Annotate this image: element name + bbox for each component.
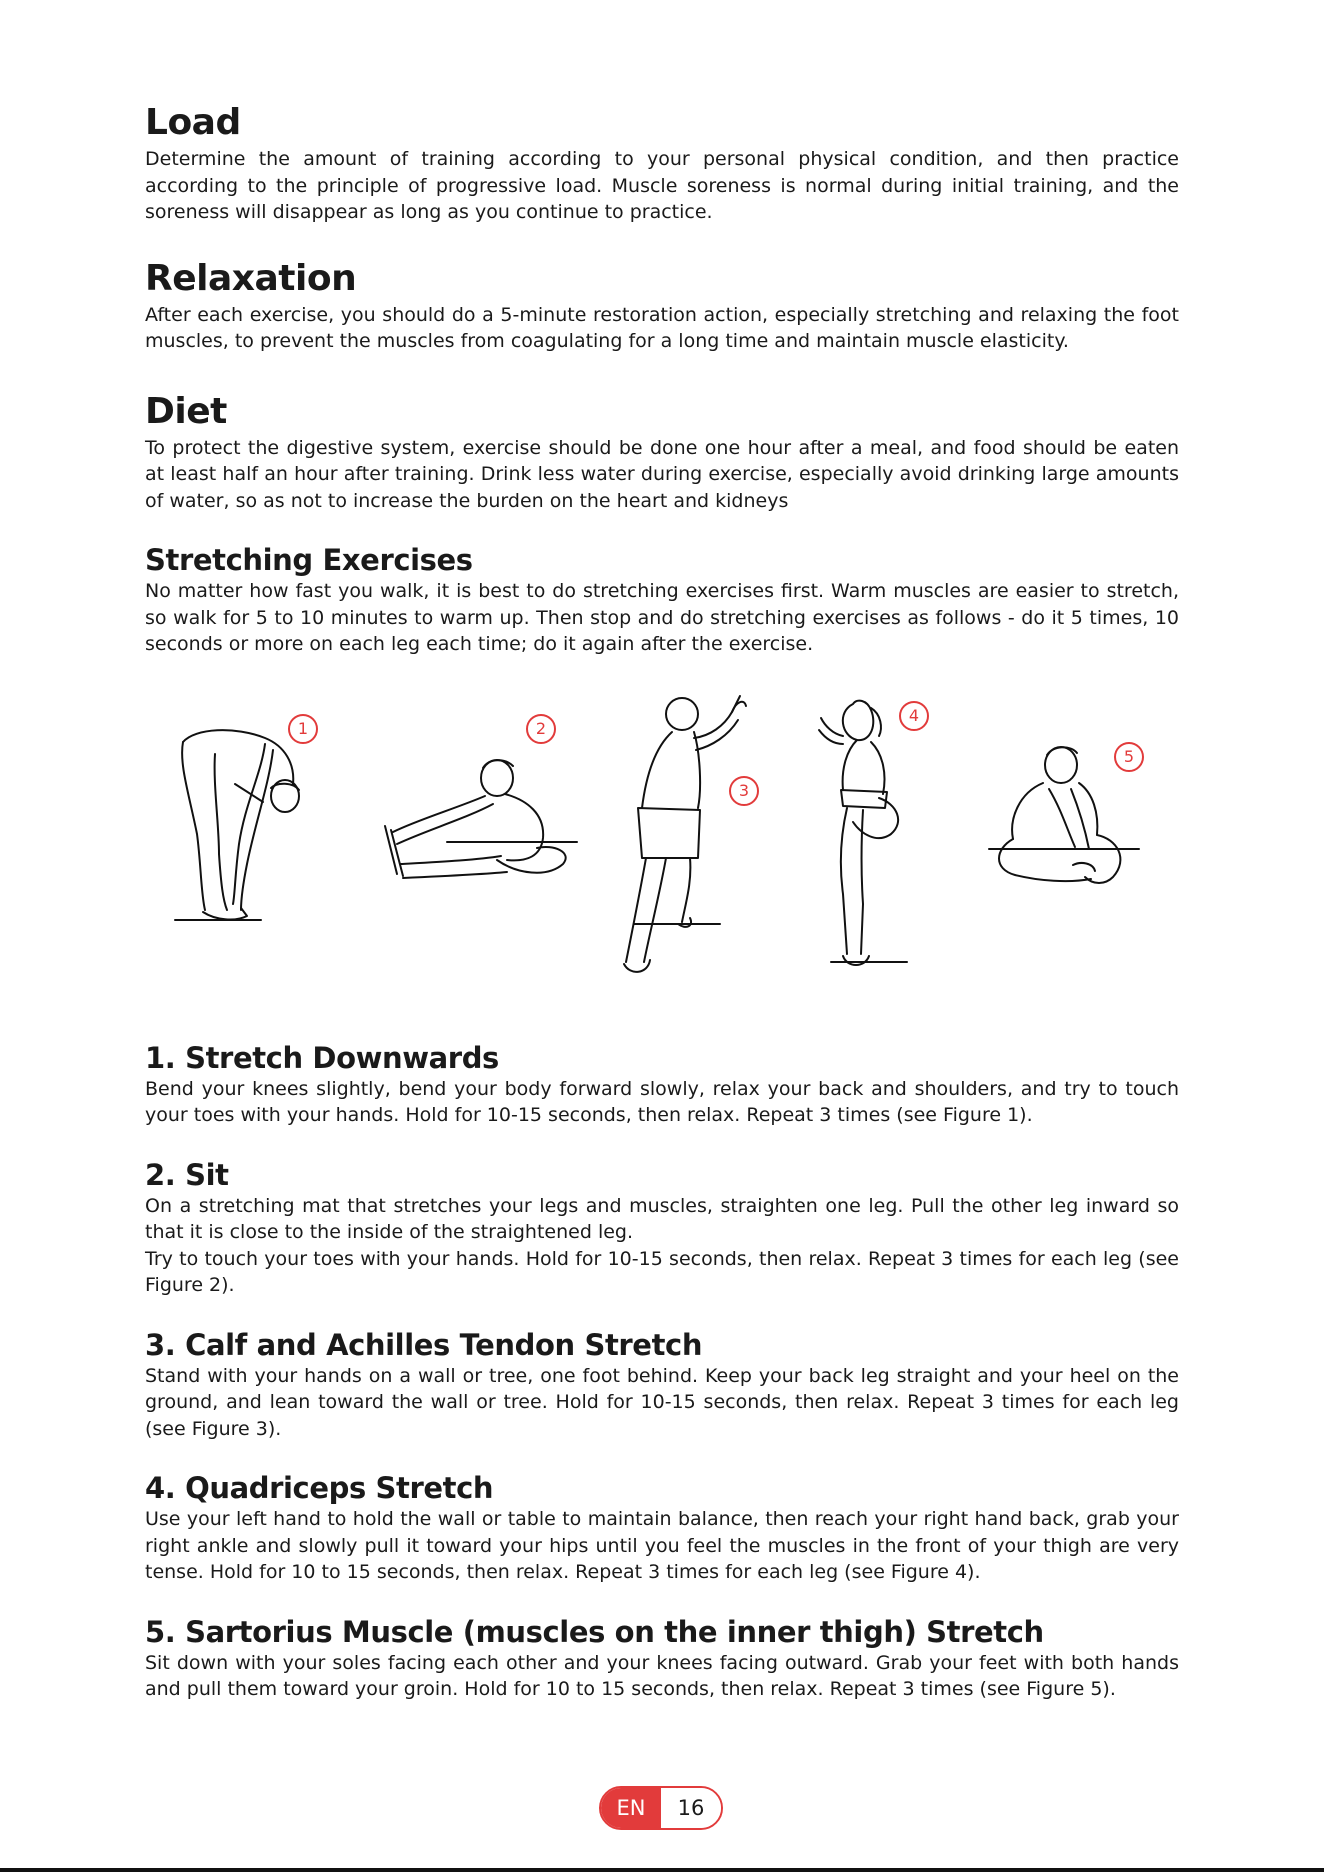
exercise-2	[145, 1157, 1179, 1299]
figure-calf-stretch	[620, 692, 750, 992]
exercise-3-body: Stand with your hands on a wall or tree, one foot behind. Keep your back leg straight and your heel on the ground, and lean toward the wall or tree. Hold for 10-15 seconds, then relax. Repeat 3 times for each leg (see Figure 3).	[145, 1364, 1179, 1440]
heading-relaxation: Relaxation	[145, 257, 357, 299]
exercise-4	[145, 1470, 1179, 1586]
language-badge: EN	[601, 1788, 661, 1828]
exercise-5	[145, 1614, 1179, 1703]
exercise-4-body: Use your left hand to hold the wall or table to maintain balance, then reach your right hand back, grab your right ankle and slowly pull it toward your hips until you feel the muscles in the front of your thigh are very tense. Hold for 10 to 15 seconds, then relax. Repeat 3 times for each leg (see Figure 4).	[145, 1508, 1179, 1583]
exercise-5-title: 5. Sartorius Muscle (muscles on the inner thigh) Stretch	[145, 1614, 1044, 1649]
section-load	[145, 100, 1179, 226]
paragraph-diet: To protect the digestive system, exercise should be done one hour after a meal, and food should be eaten at least half an hour after training. Drink less water during exercise, especially avoid drinking large amounts of water, so as not to increase the burden on the heart and kidneys	[145, 436, 1179, 512]
section-relaxation	[145, 256, 1179, 355]
paragraph-stretching: No matter how fast you walk, it is best to do stretching exercises first. Warm muscles are easier to stretch, so walk for 5 to 10 minutes to warm up. Then stop and do stretching exercises as follows - do it 5 times, 10 seconds or more on each leg each time; do it again after the exercise.	[145, 580, 1179, 655]
paragraph-relaxation: After each exercise, you should do a 5-minute restoration action, especially stretching and relaxing the foot muscles, to prevent the muscles from coagulating for a long time and maintain muscle elasticity.	[145, 303, 1179, 352]
exercise-1	[145, 1040, 1179, 1129]
figure-marker-1: 1	[288, 714, 318, 744]
exercise-5-body: Sit down with your soles facing each other and your knees facing outward. Grab your feet with both hands and pull them toward your groin. Hold for 10 to 15 seconds, then relax. Repeat 3 times (see Figure 5).	[145, 1651, 1179, 1700]
figure-stretch-downwards	[175, 724, 315, 934]
exercise-1-title: 1. Stretch Downwards	[145, 1040, 499, 1075]
heading-diet: Diet	[145, 390, 227, 432]
figure-marker-5: 5	[1114, 742, 1144, 772]
exercise-3-title: 3. Calf and Achilles Tendon Stretch	[145, 1327, 703, 1362]
figure-quadriceps	[817, 694, 927, 974]
section-diet	[145, 389, 1179, 515]
section-stretching	[145, 542, 1179, 658]
page-number: 16	[661, 1788, 721, 1828]
exercise-1-body: Bend your knees slightly, bend your body forward slowly, relax your back and shoulders, and try to touch your toes with your hands. Hold for 10-15 seconds, then relax. Repeat 3 times (see Figure 1).	[145, 1077, 1179, 1126]
figure-marker-2: 2	[526, 714, 556, 744]
exercise-2-body: On a stretching mat that stretches your legs and muscles, straighten one leg. Pull the other leg inward so that it is close to the inside of the straightened leg.	[145, 1194, 1179, 1243]
stretch-figures	[145, 684, 1179, 1014]
heading-stretching: Stretching Exercises	[145, 543, 473, 577]
page-footer	[599, 1786, 723, 1830]
figure-marker-4: 4	[899, 701, 929, 731]
figure-sit	[377, 744, 577, 894]
exercise-3	[145, 1327, 1179, 1443]
figure-marker-3: 3	[729, 776, 759, 806]
manual-page	[145, 100, 1179, 1703]
heading-load: Load	[145, 102, 241, 143]
exercise-2-body-continued: Try to touch your toes with your hands. Hold for 10-15 seconds, then relax. Repeat 3 times for each leg (see Figure 2).	[145, 1247, 1179, 1296]
paragraph-load: Determine the amount of training according to your personal physical condition, and then practice according to the principle of progressive load. Muscle soreness is normal during initial training, and the soreness will disappear as long as you continue to practice.	[145, 148, 1179, 223]
exercise-2-title: 2. Sit	[145, 1157, 229, 1192]
bottom-rule	[0, 1868, 1324, 1872]
exercise-4-title: 4. Quadriceps Stretch	[145, 1471, 494, 1505]
